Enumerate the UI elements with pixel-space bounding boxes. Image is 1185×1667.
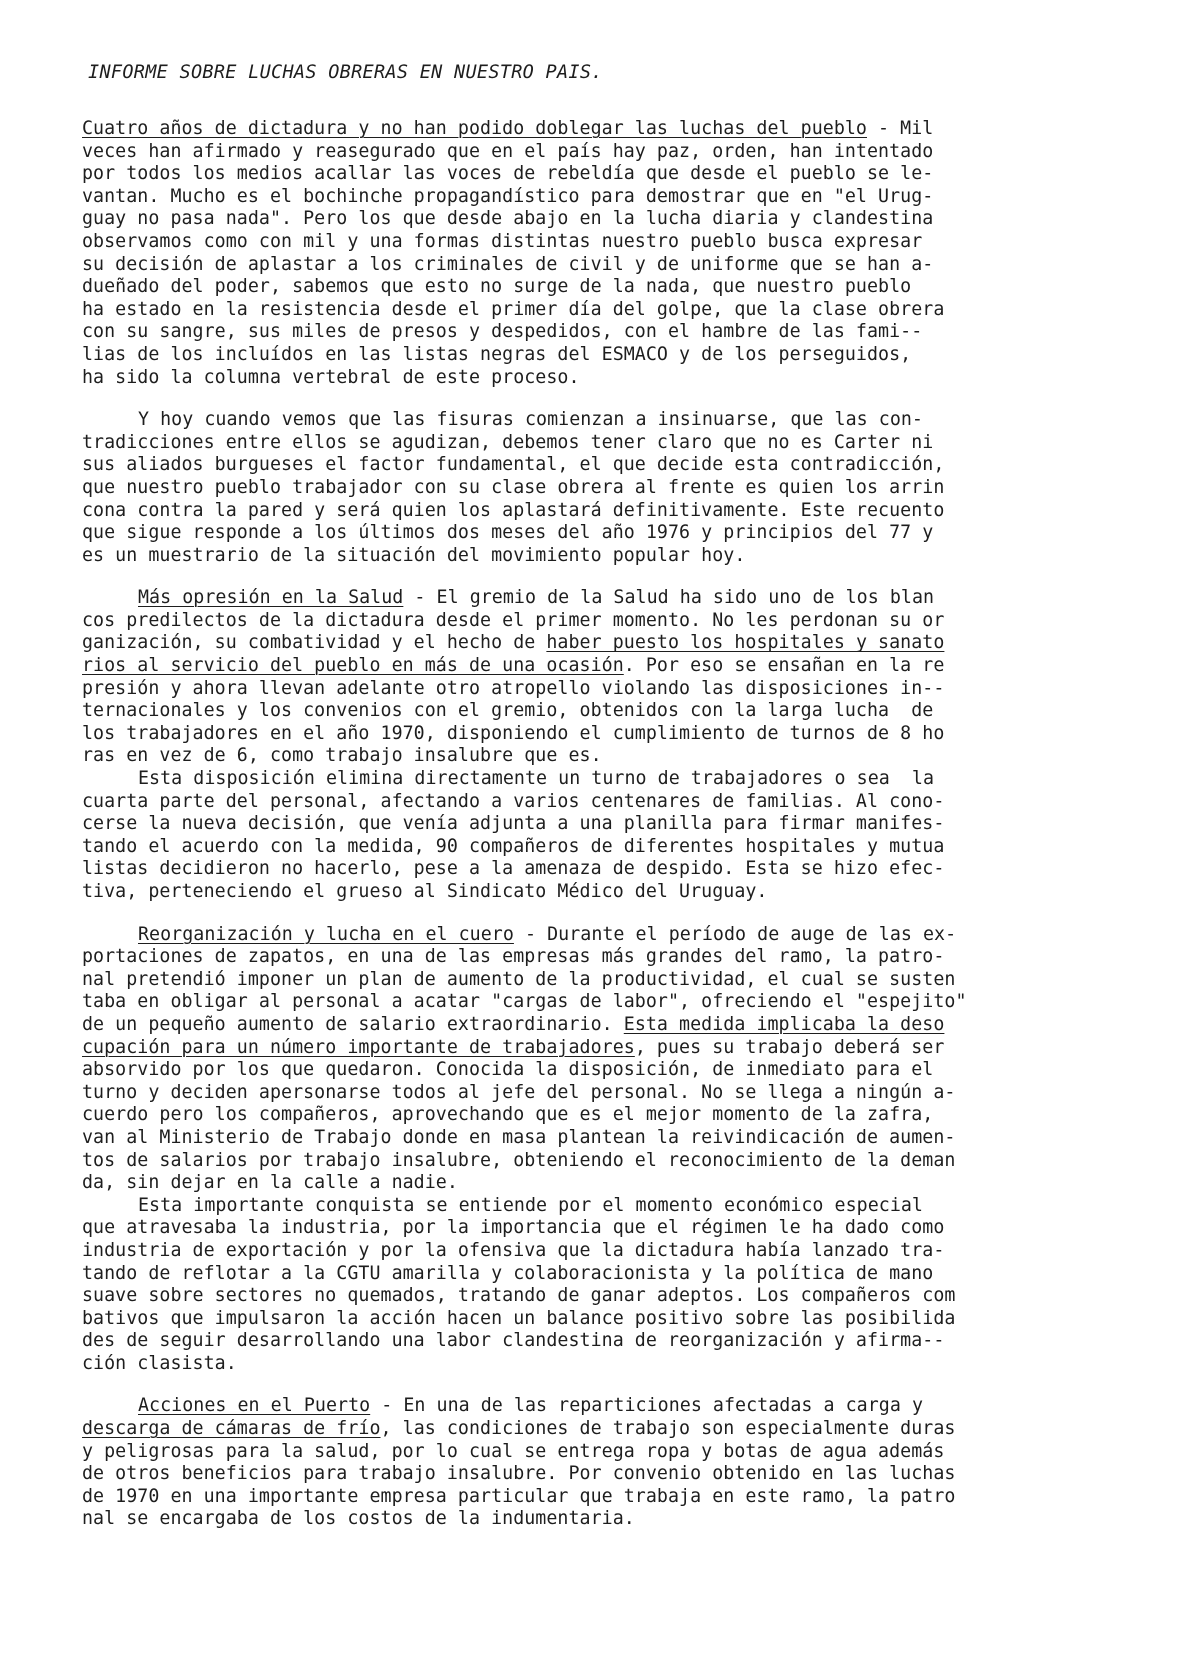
intro-line: su decisión de aplastar a los criminales de civil y de uniforme que se han a- (82, 253, 934, 275)
para2-line: sus aliados burgueses el factor fundamental, el que decide esta contradicción, (82, 454, 945, 476)
para2-line: tradicciones entre ellos se agudizan, debemos tener claro que no es Carter ni (82, 431, 934, 453)
intro-line: ha estado en la resistencia desde el primer día del golpe, que la clase obrera (82, 298, 945, 320)
salud-underline-2: rios al servicio del pueblo en más de una ocasión (82, 655, 624, 677)
puerto-line: nal se encargaba de los costos de la indumentaria. (82, 1508, 635, 1530)
para2-line: cona contra la pared y será quien los aplastará definitivamente. Este recuento (82, 499, 945, 521)
cuero-line: cupación para un número importante de trabajadores, pues su trabajo deberá ser (82, 1036, 945, 1058)
cuero-line: que atravesaba la industria, por la importancia que el régimen le ha dado como (82, 1217, 945, 1239)
intro-line: por todos los medios acallar las voces de rebeldía que desde el pueblo se le- (82, 163, 934, 185)
intro-heading: Cuatro años de dictadura y no han podido doblegar las luchas del pueblo (82, 118, 867, 139)
cuero-line: taba en obligar al personal a acatar "cargas de labor", ofreciendo el "espejito" (82, 991, 967, 1013)
puerto-line-0: Acciones en el Puerto - En una de las reparticiones afectadas a carga y (138, 1395, 923, 1417)
cuero-line: de un pequeño aumento de salario extraordinario. Esta medida implicaba la deso (82, 1013, 945, 1035)
intro-line: guay no pasa nada". Pero los que desde abajo en la lucha diaria y clandestina (82, 208, 934, 230)
salud-line: listas decidieron no hacerlo, pese a la amenaza de despido. Esta se hizo efec- (82, 858, 945, 880)
salud-line: los trabajadores en el año 1970, disponiendo el cumplimiento de turnos de 8 ho (82, 722, 945, 744)
salud-underline-1: haber puesto los hospitales y sanato (546, 632, 945, 654)
intro-line: dueñado del poder, sabemos que esto no surge de la nada, que nuestro pueblo (82, 276, 912, 298)
salud-line: tiva, perteneciendo el grueso al Sindicato Médico del Uruguay. (82, 881, 768, 902)
para2-line: que sigue responde a los últimos dos meses del año 1976 y principios del 77 y (82, 522, 934, 544)
salud-line: ras en vez de 6, como trabajo insalubre que es. (82, 745, 602, 767)
salud-line: ternacionales y los convenios con el gremio, obtenidos con la larga lucha de (82, 700, 934, 722)
salud-line: cuarta parte del personal, afectando a varios centenares de familias. Al cono- (82, 790, 945, 812)
cuero-heading: Reorganización y lucha en el cuero (138, 923, 514, 945)
para2-line: es un muestrario de la situación del movimiento popular hoy. (82, 544, 746, 566)
salud-heading: Más opresión en la Salud (138, 587, 404, 609)
para2-line: que nuestro pueblo trabajador con su clase obrera al frente es quien los arrin (82, 476, 945, 498)
puerto-heading: Acciones en el Puerto (138, 1395, 371, 1417)
salud-line: cerse la nueva decisión, que venía adjunta a una planilla para firmar manifes- (82, 813, 945, 835)
salud-line: presión y ahora llevan adelante otro atropello violando las disposiciones in-- (82, 677, 945, 699)
puerto-line: de 1970 en una importante empresa particular que trabaja en este ramo, la patro (82, 1485, 956, 1507)
cuero-line: bativos que impulsaron la acción hacen un balance positivo sobre las posibilida (82, 1307, 956, 1329)
document-page (82, 62, 1122, 1551)
para2-line: Y hoy cuando vemos que las fisuras comienzan a insinuarse, que las con- (138, 409, 923, 431)
section-paragraph-2 (82, 409, 1122, 567)
intro-line: lias de los incluídos en las listas negras del ESMACO y de los perseguidos, (82, 343, 912, 365)
cuero-line: tando de reflotar a la CGTU amarilla y colaboracionista y la política de mano (82, 1262, 934, 1284)
cuero-line: nal pretendió imponer un plan de aumento de la productividad, el cual se susten (82, 968, 956, 990)
intro-line: veces han afirmado y reasegurado que en el país hay paz, orden, han intentado (82, 140, 934, 162)
cuero-line: tos de salarios por trabajo insalubre, obteniendo el reconocimiento de la deman (82, 1149, 956, 1171)
section-puerto (82, 1395, 1122, 1531)
intro-line: observamos como con mil y una formas distintas nuestro pueblo busca expresar (82, 230, 923, 252)
intro-line: con su sangre, sus miles de presos y despedidos, con el hambre de las fami-- (82, 321, 923, 343)
salud-line: Esta disposición elimina directamente un turno de trabajadores o sea la (138, 768, 935, 790)
cuero-line: portaciones de zapatos, en una de las empresas más grandes del ramo, la patro- (82, 946, 945, 968)
puerto-line: de otros beneficios para trabajo insalubre. Por convenio obtenido en las luchas (82, 1463, 956, 1485)
cuero-line: industria de exportación y por la ofensiva que la dictadura había lanzado tra- (82, 1239, 945, 1261)
salud-line: tando el acuerdo con la medida, 90 compañeros de diferentes hospitales y mutua (82, 835, 945, 857)
cuero-line: turno y deciden apersonarse todos al jefe del personal. No se llega a ningún a- (82, 1081, 956, 1103)
puerto-line: descarga de cámaras de frío, las condiciones de trabajo son especialmente duras (82, 1418, 956, 1440)
cuero-line: Esta importante conquista se entiende por el momento económico especial (138, 1194, 923, 1216)
cuero-line: des de seguir desarrollando una labor clandestina de reorganización y afirma-- (82, 1330, 945, 1352)
salud-line-0: Más opresión en la Salud - El gremio de la Salud ha sido uno de los blan (138, 587, 935, 609)
salud-line: ganización, su combatividad y el hecho de haber puesto los hospitales y sanato (82, 632, 945, 654)
cuero-line: van al Ministerio de Trabajo donde en masa plantean la reivindicación de aumen- (82, 1126, 956, 1148)
section-cuero (82, 924, 1122, 1376)
cuero-line: da, sin dejar en la calle a nadie. (82, 1172, 458, 1194)
section-intro (82, 118, 1122, 389)
intro-line: ha sido la columna vertebral de este proceso. (82, 366, 580, 388)
document-title: INFORME SOBRE LUCHAS OBRERAS EN NUESTRO PAIS. (88, 62, 603, 83)
puerto-underline-1: descarga de cámaras de frío (82, 1418, 381, 1440)
cuero-line: cuerdo pero los compañeros, aprovechando que es el mejor momento de la zafra, (82, 1104, 934, 1126)
salud-line: cos predilectos de la dictadura desde el primer momento. No les perdonan su or (82, 609, 945, 631)
cuero-underline-2: cupación para un número importante de trabajadores (82, 1036, 635, 1058)
salud-line: rios al servicio del pueblo en más de una ocasión. Por eso se ensañan en la re (82, 655, 945, 677)
section-salud (82, 587, 1122, 903)
intro-line: vantan. Mucho es el bochinche propagandístico para demostrar que en "el Urug- (82, 185, 934, 207)
intro-line-0: Cuatro años de dictadura y no han podido doblegar las luchas del pueblo - Mil (82, 118, 934, 139)
cuero-line-0: Reorganización y lucha en el cuero - Durante el período de auge de las ex- (138, 923, 957, 945)
cuero-line: suave sobre sectores no quemados, tratando de ganar adeptos. Los compañeros com (82, 1285, 956, 1307)
cuero-line: absorvido por los que quedaron. Conocida la disposición, de inmediato para el (82, 1059, 934, 1081)
cuero-underline-1: Esta medida implicaba la deso (623, 1013, 945, 1035)
cuero-line: ción clasista. (82, 1352, 237, 1374)
puerto-line: y peligrosas para la salud, por lo cual se entrega ropa y botas de agua además (82, 1440, 945, 1462)
